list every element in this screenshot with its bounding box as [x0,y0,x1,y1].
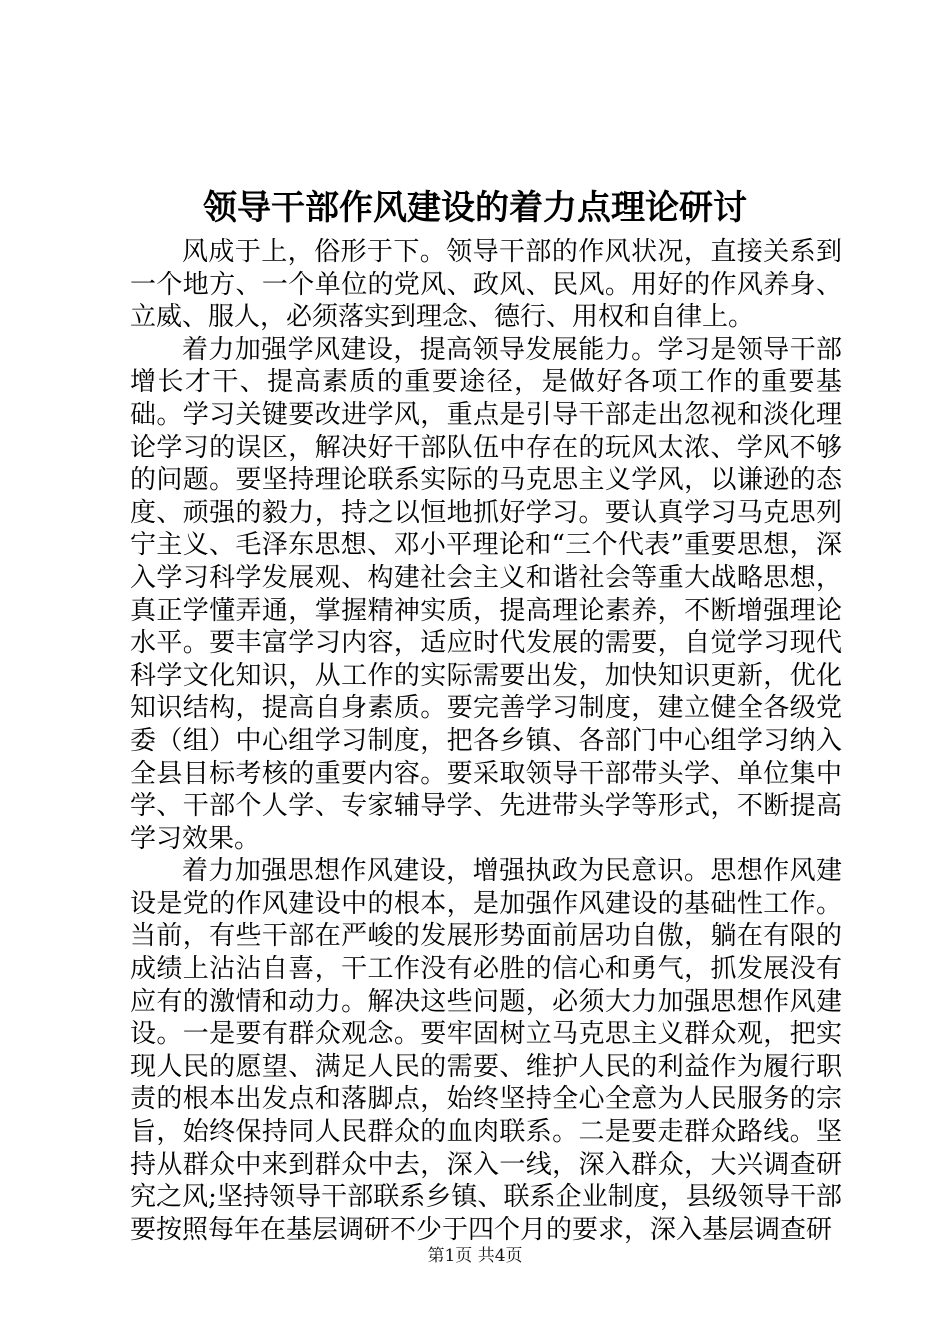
page-number-footer: 第1页 共4页 [427,1246,523,1266]
paragraph-thinking-style: 着力加强思想作风建设，增强执政为民意识。思想作风建设是党的作风建设中的根本，是加强作风建设的基础性工作。当前，有些干部在严峻的发展形势面前居功自傲，躺在有限的成绩上沾沾自喜，干工作没有必胜的信心和勇气，抓发展没有应有的激情和动力。解决这些问题，必须大力加强思想作风建设。一是要有群众观念。要牢固树立马克思主义群众观，把实现人民的愿望、满足人民的需要、维护人民的利益作为履行职责的根本出发点和落脚点，始终坚持全心全意为人民服务的宗旨，始终保持同人民群众的血肉联系。二是要走群众路线。坚持从群众中来到群众中去，深入一线，深入群众，大兴调查研究之风;坚持领导干部联系乡镇、联系企业制度，县级领导干部要按照每年在基层调研不少于四个月的要求，深入基层调查研 [130,856,842,1245]
paragraph-intro: 风成于上，俗形于下。领导干部的作风状况，直接关系到一个地方、一个单位的党风、政风、民风。用好的作风养身、立威、服人，必须落实到理念、德行、用权和自律上。 [130,237,842,333]
document-body [130,236,842,1246]
document-title: 领导干部作风建设的着力点理论研讨 [203,188,747,228]
paragraph-study-style: 着力加强学风建设，提高领导发展能力。学习是领导干部增长才干、提高素质的重要途径，是做好各项工作的重要基础。学习关键要改进学风，重点是引导干部走出忽视和淡化理论学习的误区，解决好干部队伍中存在的玩风太浓、学风不够的问题。要坚持理论联系实际的马克思主义学风，以谦逊的态度、顽强的毅力，持之以恒地抓好学习。要认真学习马克思列宁主义、毛泽东思想、邓小平理论和“三个代表”重要思想，深入学习科学发展观、构建社会主义和谐社会等重大战略思想，真正学懂弄通，掌握精神实质，提高理论素养，不断增强理论水平。要丰富学习内容，适应时代发展的需要，自觉学习现代科学文化知识，从工作的实际需要出发，加快知识更新，优化知识结构，提高自身素质。要完善学习制度，建立健全各级党委（组）中心组学习制度，把各乡镇、各部门中心组学习纳入全县目标考核的重要内容。要采取领导干部带头学、单位集中学、干部个人学、专家辅导学、先进带头学等形式，不断提高学习效果。 [130,334,842,854]
